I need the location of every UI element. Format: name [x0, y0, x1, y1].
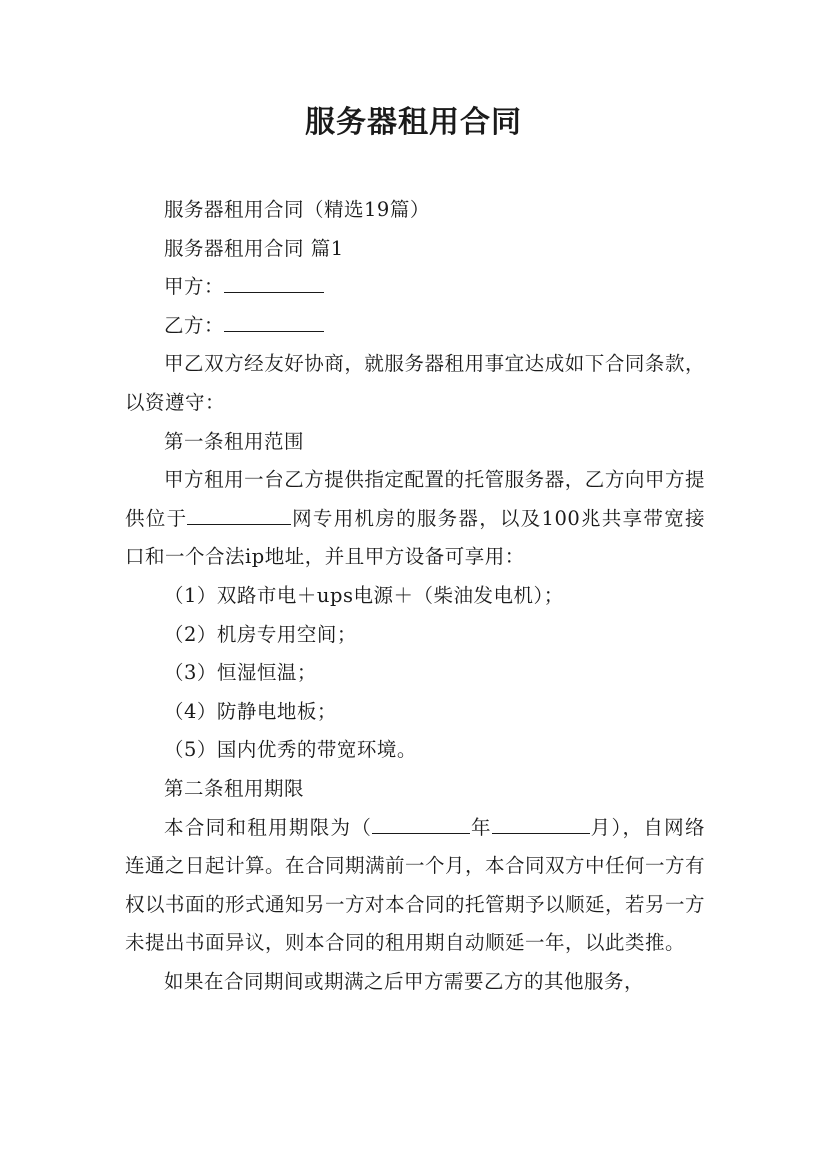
list-item-2: （2）机房专用空间； — [164, 622, 357, 646]
party-a-blank — [224, 270, 324, 293]
list-item-1: （1）双路市电＋ups电源＋（柴油发电机）； — [164, 583, 564, 607]
subtitle-line: 服务器租用合同（精选19篇） — [164, 198, 430, 221]
article2-text-part2: 月），自网络连通之日起计算。在合同期满前一个月，本合同双方中任何一方有权以书面的形式通知另一方对本合同的托管期予以顺延，若另一方未提出书面异议，则本合同的租用期自动顺延一年，以此类推。 — [125, 815, 706, 955]
article1-heading: 第一条租用范围 — [164, 429, 305, 453]
list-item-5: （5）国内优秀的带宽环境。 — [164, 738, 417, 762]
party-a-label: 甲方： — [164, 275, 225, 299]
party-b-label: 乙方： — [164, 313, 225, 337]
article2-heading: 第二条租用期限 — [164, 776, 305, 800]
list-item-4: （4）防静电地板； — [164, 699, 337, 723]
list-item-3: （3）恒湿恒温； — [164, 661, 317, 685]
party-b-blank — [224, 308, 324, 331]
intro-paragraph: 甲乙双方经友好协商，就服务器租用事宜达成如下合同条款，以资遵守： — [125, 352, 705, 414]
article2-text-part1: 本合同和租用期限为（ — [164, 815, 373, 839]
article2-paragraph-2: 如果在合同期间或期满之后甲方需要乙方的其他服务， — [164, 969, 645, 993]
article1-text-part2: 网专用机房的服务器，以及100兆共享带宽接口和一个合法ip地址，并且甲方设备可享用： — [125, 506, 705, 569]
year-label: 年 — [470, 815, 492, 839]
year-blank — [372, 810, 470, 833]
document-body — [125, 191, 705, 1001]
article1-paragraph — [125, 461, 705, 577]
party-b-line — [125, 307, 705, 346]
part-heading: 服务器租用合同 篇1 — [164, 236, 344, 260]
party-a-line — [125, 268, 705, 307]
article1-text-part1: 甲方租用一台乙方提供指定配置的托管服务器，乙方向甲方提供位于 — [125, 468, 705, 530]
location-blank — [187, 501, 291, 524]
month-blank — [492, 810, 590, 833]
article2-paragraph — [125, 809, 705, 963]
document-title: 服务器租用合同 — [305, 105, 522, 140]
